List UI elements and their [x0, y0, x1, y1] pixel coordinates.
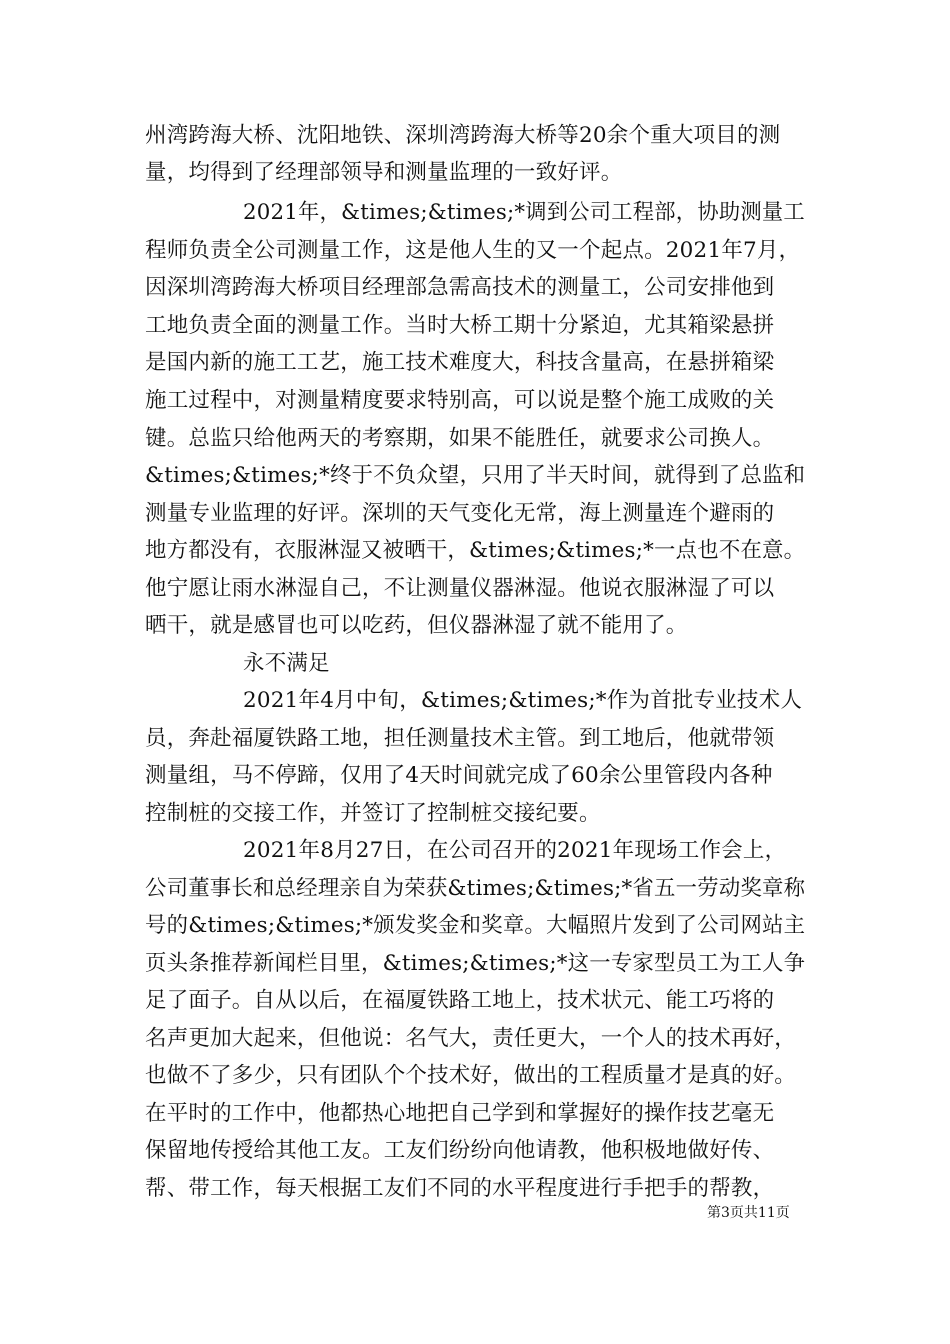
text-line-14: 晒干，就是感冒也可以吃药，但仪器淋湿了就不能用了。	[145, 613, 688, 638]
text-line-20: 2021年8月27日，在公司召开的2021年现场工作会上，	[243, 838, 787, 863]
text-line-11: 测量专业监理的好评。深圳的天气变化无常，海上测量连个避雨的	[145, 501, 775, 526]
text-line-22: 号的&times;&times;*颁发奖金和奖章。大幅照片发到了公司网站主	[145, 913, 806, 938]
text-line-3: 2021年，&times;&times;*调到公司工程部，协助测量工	[243, 200, 805, 225]
text-line-25: 名声更加大起来，但他说：名气大，责任更大，一个人的技术再好，	[145, 1026, 797, 1051]
text-line-5: 因深圳湾跨海大桥项目经理部急需高技术的测量工，公司安排他到	[145, 275, 775, 300]
text-line-12: 地方都没有，衣服淋湿又被晒干，&times;&times;*一点也不在意。	[145, 538, 806, 563]
text-line-8: 施工过程中，对测量精度要求特别高，可以说是整个施工成败的关	[145, 388, 775, 413]
text-line-10: &times;&times;*终于不负众望，只用了半天时间，就得到了总监和	[145, 463, 806, 488]
text-line-19: 控制桩的交接工作，并签订了控制桩交接纪要。	[145, 801, 601, 826]
text-line-2: 量，均得到了经理部领导和测量监理的一致好评。	[145, 160, 623, 185]
text-line-16: 2021年4月中旬，&times;&times;*作为首批专业技术人	[243, 688, 803, 713]
section-heading: 永不满足	[243, 651, 330, 676]
text-line-17: 员，奔赴福厦铁路工地，担任测量技术主管。到工地后，他就带领	[145, 726, 775, 751]
text-line-6: 工地负责全面的测量工作。当时大桥工期十分紧迫，尤其箱梁悬拼	[145, 313, 775, 338]
text-line-9: 键。总监只给他两天的考察期，如果不能胜任，就要求公司换人。	[145, 426, 775, 451]
text-line-26: 也做不了多少，只有团队个个技术好，做出的工程质量才是真的好。	[145, 1063, 797, 1088]
text-line-29: 帮、带工作，每天根据工友们不同的水平程度进行手把手的帮教，	[145, 1176, 775, 1201]
text-line-24: 足了面子。自从以后，在福厦铁路工地上，技术状元、能工巧将的	[145, 988, 775, 1013]
text-line-13: 他宁愿让雨水淋湿自己，不让测量仪器淋湿。他说衣服淋湿了可以	[145, 576, 775, 601]
text-line-7: 是国内新的施工工艺，施工技术难度大，科技含量高，在悬拼箱梁	[145, 350, 775, 375]
text-line-21: 公司董事长和总经理亲自为荣获&times;&times;*省五一劳动奖章称	[145, 876, 806, 901]
text-line-27: 在平时的工作中，他都热心地把自己学到和掌握好的操作技艺毫无	[145, 1101, 775, 1126]
text-line-4: 程师负责全公司测量工作，这是他人生的又一个起点。2021年7月，	[145, 238, 801, 263]
page-number-footer: 第3页共11页	[707, 1205, 790, 1221]
text-line-28: 保留地传授给其他工友。工友们纷纷向他请教，他积极地做好传、	[145, 1138, 775, 1163]
text-line-1: 州湾跨海大桥、沈阳地铁、深圳湾跨海大桥等20余个重大项目的测	[145, 123, 781, 148]
text-line-18: 测量组，马不停蹄，仅用了4天时间就完成了60余公里管段内各种	[145, 763, 773, 788]
text-line-23: 页头条推荐新闻栏目里，&times;&times;*这一专家型员工为工人争	[145, 951, 806, 976]
